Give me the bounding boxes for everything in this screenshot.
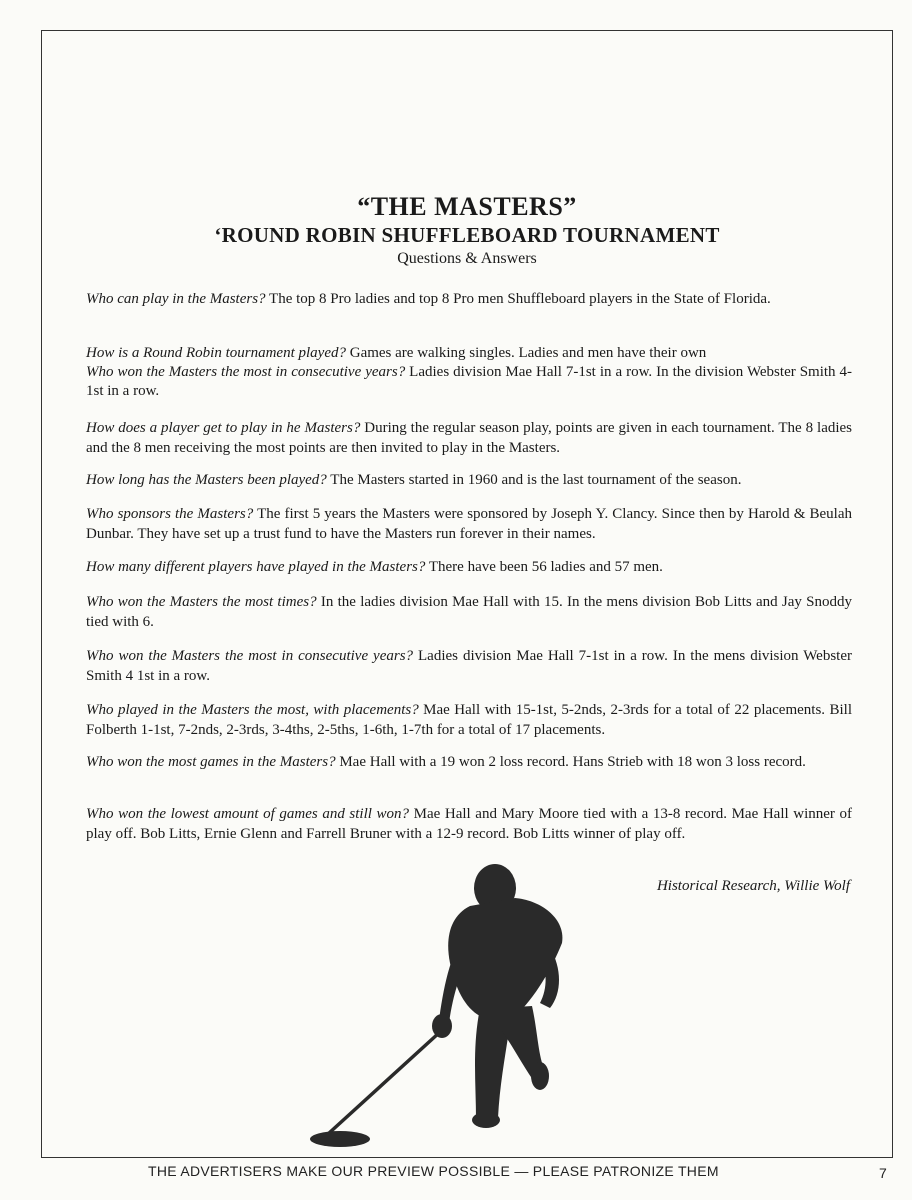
qa-item	[86, 504, 852, 544]
question: Who can play in the Masters?	[86, 291, 266, 307]
question: Who played in the Masters the most, with placements?	[86, 702, 419, 718]
qa-item	[86, 646, 852, 686]
answer: The Masters started in 1960 and is the last tournament of the season.	[330, 472, 742, 488]
page-subsubtitle: Questions & Answers	[397, 250, 537, 267]
answer: The first 5 years the Masters were sponsored by Joseph Y. Clancy. Since then by Harold & Beulah Dunbar. They have set up a trust fund to have the Masters run forever in their names.	[86, 506, 852, 542]
qa-item	[86, 752, 852, 772]
answer: Ladies division Mae Hall 7-1st in a row. In the division Webster Smith 4-1st in a row.	[86, 364, 852, 399]
qa-item	[86, 418, 852, 458]
page-subtitle: ‘ROUND ROBIN SHUFFLEBOARD TOURNAMENT	[214, 223, 720, 247]
answer: There have been 56 ladies and 57 men.	[428, 559, 663, 575]
qa-item	[86, 289, 852, 309]
question: How is a Round Robin tournament played?	[86, 345, 346, 361]
answer: Mae Hall with 15-1st, 5-2nds, 2-3rds for a total of 22 placements. Bill Folberth 1-1st, 7-2nds, 2-3rds, 3-4ths, 2-5ths, 1-6th, 1-7th for a total of 17 placements.	[86, 702, 852, 738]
question: How does a player get to play in he Masters?	[86, 420, 361, 436]
shuffleboard-player-silhouette-icon	[300, 858, 580, 1158]
page-title: “THE MASTERS”	[357, 192, 577, 221]
question: Who won the lowest amount of games and still won?	[86, 806, 410, 822]
answer: Mae Hall with a 19 won 2 loss record. Hans Strieb with 18 won 3 loss record.	[339, 754, 806, 770]
question: Who sponsors the Masters?	[86, 506, 254, 522]
question: How many different players have played in the Masters?	[86, 559, 426, 575]
question: Who won the most games in the Masters?	[86, 754, 336, 770]
answer: Games are walking singles. Ladies and men have their own	[349, 345, 707, 361]
qa-item	[86, 592, 852, 632]
question: How long has the Masters been played?	[86, 472, 327, 488]
question: Who won the Masters the most in consecutive years?	[86, 364, 406, 380]
qa-item	[86, 700, 852, 740]
qa-item	[86, 344, 852, 401]
question: Who won the Masters the most times?	[86, 594, 317, 610]
credit-line: Historical Research, Willie Wolf	[656, 878, 850, 894]
answer: During the regular season play, points are given in each tournament. The 8 ladies and the 8 men receiving the most points are then invited to play in the Masters.	[86, 420, 853, 456]
answer: Mae Hall and Mary Moore tied with a 13-8 record. Mae Hall winner of play off. Bob Litts, Ernie Glenn and Farrell Bruner with a 12-9 record. Bob Litts winner of play off.	[86, 806, 852, 842]
qa-item	[86, 557, 852, 577]
qa-item	[86, 470, 852, 490]
answer: Ladies division Mae Hall 7-1st in a row. In the mens division Webster Smith 4 1st in a row.	[86, 648, 852, 684]
answer: The top 8 Pro ladies and top 8 Pro men Shuffleboard players in the State of Florida.	[269, 291, 771, 307]
answer: In the ladies division Mae Hall with 15. In the mens division Bob Litts and Jay Snoddy tied with 6.	[86, 594, 853, 630]
qa-item	[86, 804, 852, 844]
page-heading	[41, 192, 893, 270]
page-number: 7	[879, 1165, 887, 1181]
question: Who won the Masters the most in consecutive years?	[86, 648, 414, 664]
footer-text: THE ADVERTISERS MAKE OUR PREVIEW POSSIBLE — PLEASE PATRONIZE THEM	[148, 1163, 719, 1179]
